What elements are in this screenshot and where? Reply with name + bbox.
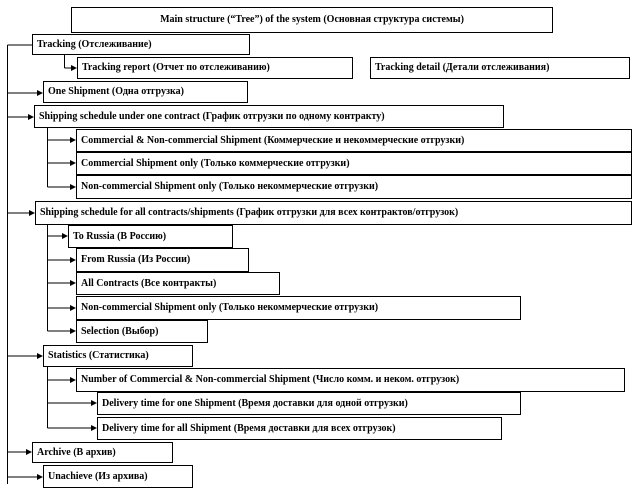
node-schedule-one-contract: Shipping schedule under one contract (График отгрузки по одному контракту): [34, 105, 504, 128]
node-statistics: Statistics (Статистика): [43, 345, 193, 367]
node-unachieve: Unachieve (Из архива): [43, 465, 193, 488]
node-st-number: Number of Commercial & Non-commercial Shipment (Число комм. и неком. отгрузок): [76, 368, 625, 392]
node-tracking-report: Tracking report (Отчет по отслеживанию): [77, 57, 353, 79]
node-archive: Archive (В архив): [32, 442, 173, 463]
node-soc-noncomm-only: Non-commercial Shipment only (Только некоммерческие отгрузки): [76, 175, 632, 199]
node-sa-from-russia: From Russia (Из России): [76, 248, 249, 272]
node-sa-selection: Selection (Выбор): [76, 320, 208, 343]
node-st-delivery-all: Delivery time for all Shipment (Время доставки для всех отгрузок): [97, 417, 502, 440]
node-st-delivery-one: Delivery time for one Shipment (Время доставки для одной отгрузки): [97, 392, 521, 415]
node-sa-to-russia: To Russia (В Россию): [68, 225, 233, 248]
node-soc-comm-only: Commercial Shipment only (Только коммерческие отгрузки): [76, 152, 632, 175]
node-tracking-detail: Tracking detail (Детали отслеживания): [370, 57, 630, 79]
node-sa-noncomm-only: Non-commercial Shipment only (Только некоммерческие отгрузки): [76, 296, 521, 320]
node-tracking: Tracking (Отслеживание): [32, 34, 250, 55]
node-title: Main structure (“Tree”) of the system (Основная структура системы): [71, 7, 553, 33]
node-soc-comm-noncomm: Commercial & Non-commercial Shipment (Коммерческие и некоммерческие отгрузки): [76, 129, 632, 152]
node-sa-all-contracts: All Contracts (Все контракты): [76, 272, 280, 295]
node-schedule-all: Shipping schedule for all contracts/shipments (График отгрузки для всех контрактов/отгрузок): [35, 201, 632, 225]
node-one-shipment: One Shipment (Одна отгрузка): [43, 81, 248, 103]
